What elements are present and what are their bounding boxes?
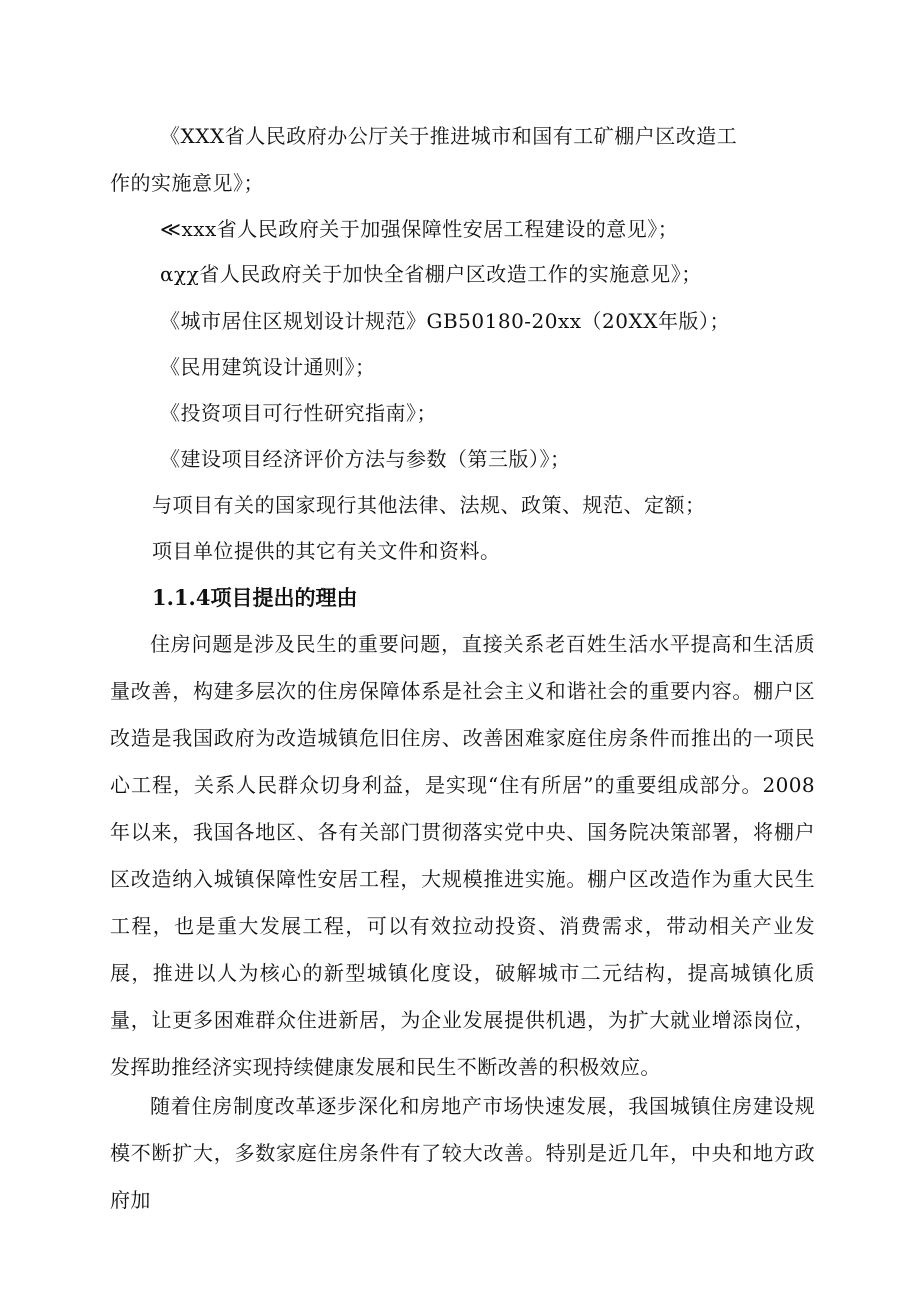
reference-item: αχχ省人民政府关于加快全省棚户区改造工作的实施意见》； [160, 262, 702, 286]
reference-item: 《民用建筑设计通则》； [160, 355, 376, 379]
reference-item: 《XXX省人民政府办公厅关于推进城市和国有工矿棚户区改造工 [160, 124, 738, 148]
body-paragraph: 随着住房制度改革逐步深化和房地产市场快速发展，我国城镇住房建设规模不断扩大，多数家庭住房条件有了较大改善。特别是近几年，中央和地方政府加 [110, 1094, 815, 1212]
basis-item: 与项目有关的国家现行其他法律、法规、政策、规范、定额； [152, 493, 706, 517]
reference-item: ≪xxx省人民政府关于加强保障性安居工程建设的意见》； [160, 217, 679, 241]
reference-item-continuation: 作的实施意见》； [110, 171, 264, 195]
body-paragraph: 住房问题是涉及民生的重要问题，直接关系老百姓生活水平提高和生活质量改善，构建多层次的住房保障体系是社会主义和谐社会的重要内容。棚户区改造是我国政府为改造城镇危旧住房、改善困难家庭住房条件而推出的一项民心工程，关系人民群众切身利益，是实现“住有所居”的重要组成部分。2008年以来，我国各地区、各有关部门贯彻落实党中央、国务院决策部署，将棚户区改造纳入城镇保障性安居工程，大规模推进实施。棚户区改造作为重大民生工程，也是重大发展工程，可以有效拉动投资、消费需求，带动相关产业发展，推进以人为核心的新型城镇化度设，破解城市二元结构，提高城镇化质量，让更多困难群众住进新居，为企业发展提供机遇，为扩大就业增添岗位，发挥助推经济实现持续健康发展和民生不断改善的积极效应。 [110, 632, 815, 1079]
reference-item: 《城市居住区规划设计规范》GB50180-20xx（20XX年版）； [160, 309, 730, 333]
basis-item: 项目单位提供的其它有关文件和资料。 [152, 539, 501, 563]
reference-item: 《建设项目经济评价方法与参数（第三版）》； [160, 447, 571, 471]
reference-item: 《投资项目可行性研究指南》； [160, 401, 437, 425]
section-heading: 1.1.4项目提出的理由 [152, 585, 358, 610]
